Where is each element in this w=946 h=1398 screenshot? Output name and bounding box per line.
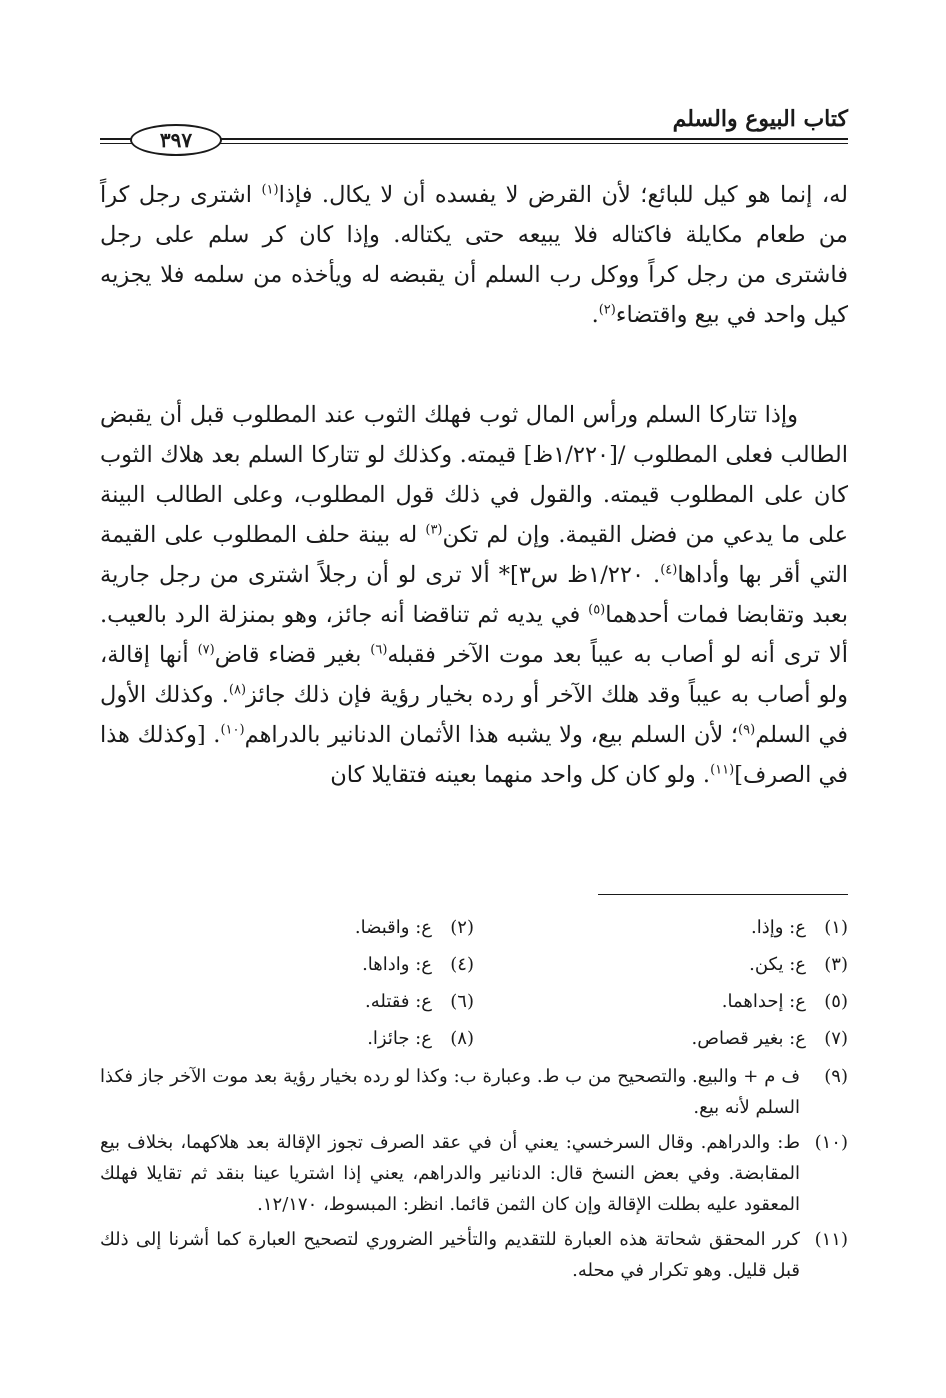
text-run: له، إنما هو كيل للبائع؛ لأن القرض لا يفسده أن لا يكال. فإذا: [278, 182, 848, 208]
text-run: ؛ لأن السلم بيع، ولا يشبه هذا الأثمان الدنانير بالدراهم: [244, 722, 739, 748]
text-run: اشترى رجل كراً من طعام مكايلة فاكتاله فلا يبيعه حتى يكتاله. وإذا كان كر سلم على رجل فاشترى من رجل كراً ووكل رب السلم أن يقبضه له ويأخذه من سلمه فلا يجزيه كيل واحد في بيع واقتضاء: [100, 182, 848, 328]
footnote-ref: (١٠): [220, 722, 245, 738]
text-run: أنها إقالة، ولو أصاب به عيباً وقد هلك الآخر أو رده بخيار رؤية فإن ذلك جائز: [100, 642, 848, 708]
footnote-item: [474, 983, 848, 1020]
text-run: بغير قضاء قاض: [214, 642, 371, 668]
footnote-number: (٩): [824, 1066, 848, 1087]
footnote-number: (٥): [824, 991, 848, 1012]
footnote-item: [474, 1020, 848, 1057]
footnote-text: ع: واقبضا.: [354, 917, 432, 938]
footnote-number: (٢): [450, 917, 474, 938]
page-number: ٣٩٧: [130, 124, 222, 156]
footnote-item: [100, 946, 474, 983]
footnote-ref: (٧): [197, 642, 215, 658]
footnote-ref: (١١): [710, 762, 735, 778]
main-text: [100, 175, 848, 795]
footnote-item: [100, 909, 474, 946]
text-run: له بينة حلف المطلوب على القيمة التي أقر بها وأداها: [100, 522, 848, 588]
footnote-number: (١): [824, 917, 848, 938]
footnote-number: (٧): [824, 1028, 848, 1049]
footnote-text: ف م + والبيع. والتصحيح من ب ط. وعبارة ب: وكذا لو رده بخيار رؤية بعد موت الآخر جاز فكذا السلم لأنه بيع.: [100, 1066, 800, 1118]
footnote-number: (٨): [450, 1028, 474, 1049]
paragraph-1: [100, 175, 848, 335]
text-run: . ١/٢٢٠ظ س٣]* ألا ترى لو أن رجلاً اشترى من رجل جارية بعبد وتقابضا فمات أحدهما: [100, 562, 849, 628]
text-run: .: [591, 302, 599, 328]
footnote-item: [100, 1224, 848, 1286]
footnote-ref: (٣): [425, 522, 443, 538]
header-title: كتاب البيوع والسلم: [672, 106, 848, 132]
footnote-item: [100, 1127, 848, 1220]
footnote-grid: [100, 909, 848, 1057]
footnote-ref: (٩): [738, 722, 756, 738]
text-run: . وكذلك الأول في السلم: [100, 682, 848, 748]
running-header: [100, 106, 848, 156]
footnote-text: كرر المحقق شحاتة هذه العبارة للتقديم والتأخير الضروري لتصحيح العبارة كما أشرنا إلى ذلك قبل قليل. وهو تكرار في محله.: [100, 1229, 800, 1281]
footnote-item: [100, 1061, 848, 1123]
footnote-text: ع: جائزا.: [367, 1028, 432, 1049]
paragraph-2: [100, 395, 848, 795]
footnote-text: ع: واداها.: [362, 954, 432, 975]
footnote-number: (٦): [450, 991, 474, 1012]
footnote-item: [474, 909, 848, 946]
footnote-ref: (٤): [660, 562, 678, 578]
footnote-number: (٤): [450, 954, 474, 975]
footnote-number: (٣): [824, 954, 848, 975]
footnote-text: ع: بغير قصاص.: [691, 1028, 806, 1049]
footnote-number: (١١): [814, 1229, 848, 1250]
footnote-text: ع: إحداهما.: [721, 991, 806, 1012]
footnote-item: [100, 983, 474, 1020]
footnotes: [100, 909, 848, 1286]
footnote-text: ع: فقتله.: [365, 991, 432, 1012]
footnote-ref: (٥): [588, 602, 606, 618]
footnote-ref: (١): [261, 182, 279, 198]
text-run: وإذا تتاركا السلم ورأس المال ثوب فهلك الثوب عند المطلوب قبل أن يقبض الطالب فعلى المطلوب /[١/٢٢٠ظ] قيمته. وكذلك لو تتاركا السلم بعد هلاك الثوب كان على المطلوب قيمته. والقول في ذلك قول المطلوب، وعلى الطالب البينة على ما يدعي من فضل القيمة. وإن لم تكن: [100, 402, 848, 548]
text-run: . [وكذلك هذا في الصرف]: [100, 722, 848, 788]
footnote-text: ع: يكن.: [749, 954, 806, 975]
footnote-ref: (٨): [228, 682, 247, 698]
footnote-item: [474, 946, 848, 983]
footnote-text: ع: وإذا.: [751, 917, 806, 938]
footnote-separator: [598, 894, 848, 895]
footnote-ref: (٢): [598, 302, 616, 318]
footnote-item: [100, 1020, 474, 1057]
footnote-ref: (٦): [370, 642, 388, 658]
text-run: في يديه ثم تناقضا أنه جائز، وهو بمنزلة الرد بالعيب. ألا ترى أنه لو أصاب به عيباً بعد موت الآخر فقبله: [100, 602, 848, 668]
footnote-number: (١٠): [814, 1132, 848, 1153]
footnote-text: ط: والدراهم. وقال السرخسي: يعني أن في عقد الصرف تجوز الإقالة بعد هلاكهما، بخلاف بيع المقابضة. وفي بعض النسخ قال: الدنانير والدراهم، يعني إذا اشتريا عينا بنقد ثم تقايلا فهلك المعقود عليه بطلت الإقالة وإن كان الثمن قائما. انظر: المبسوط، ١٢/١٧٠.: [100, 1132, 800, 1215]
text-run: . ولو كان كل واحد منهما بعينه فتقايلا كان: [330, 762, 711, 788]
